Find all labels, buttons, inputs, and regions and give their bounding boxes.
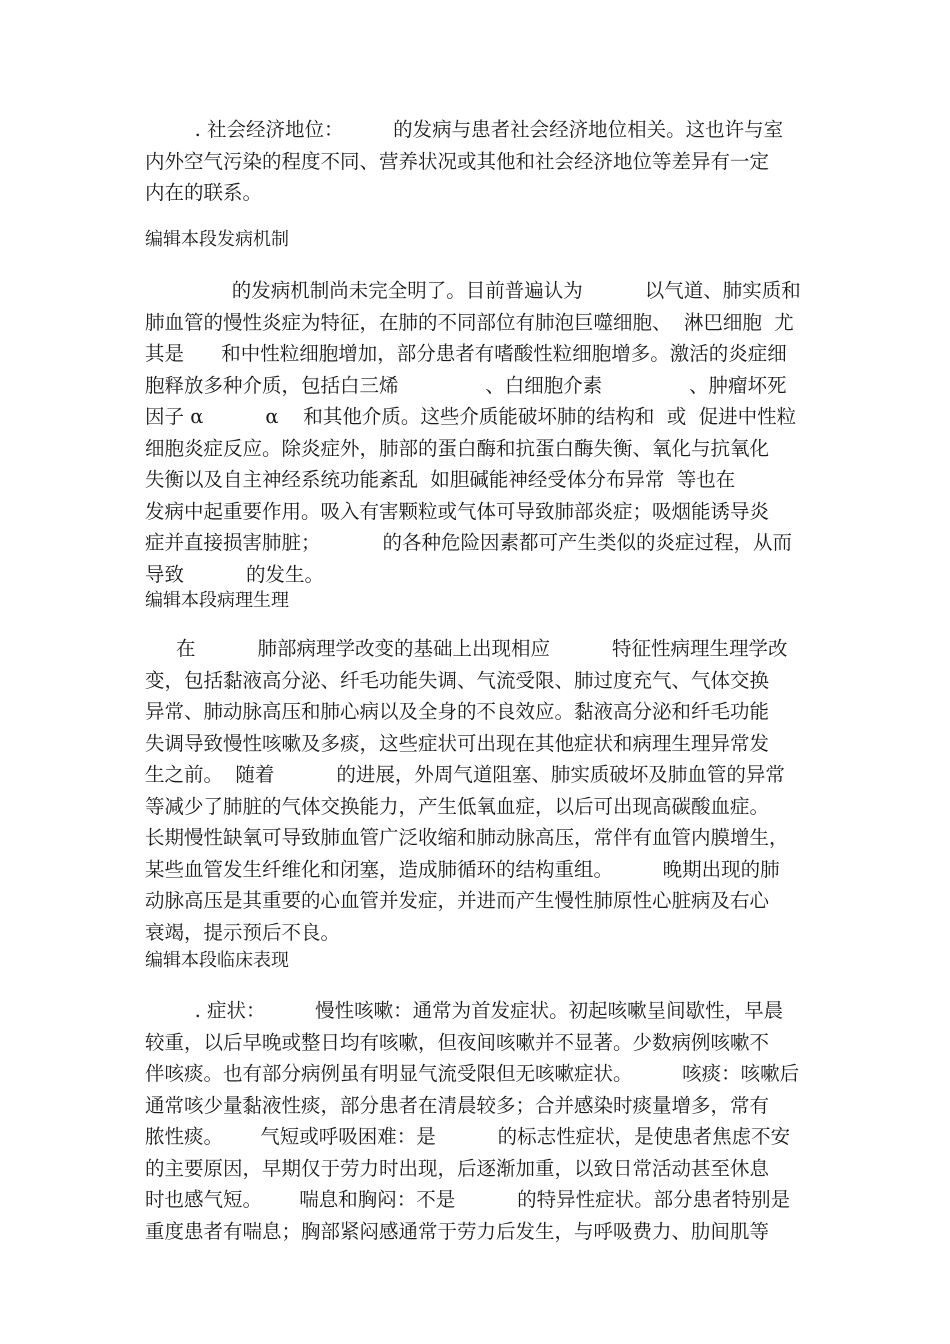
- text-line: 肺血管的慢性炎症为特征，在肺的不同部位有肺泡巨噬细胞、 淋巴细胞 尤: [145, 310, 794, 334]
- text-line: 失调导致慢性咳嗽及多痰，这些症状可出现在其他症状和病理生理异常发: [145, 731, 770, 755]
- paragraph-clinical: [145, 995, 815, 1247]
- text-line: 动脉高压是其重要的心血管并发症，并进而产生慢性肺原性心脏病及右心: [145, 889, 770, 912]
- text-line: 症并直接损害肺脏； 的各种危险因素都可产生类似的炎症过程，从而: [145, 531, 792, 554]
- paragraph-pathogenesis: [145, 275, 815, 590]
- text-line: 其是 和中性粒细胞增加，部分患者有嗜酸性粒细胞增多。激活的炎症细: [145, 342, 787, 365]
- section-heading-pathogenesis: 编辑本段发病机制: [145, 229, 289, 250]
- text-line: 因子 α α 和其他介质。这些介质能破坏肺的结构和 或 促进中性粒: [145, 405, 797, 428]
- section-heading-clinical: 编辑本段临床表现: [145, 950, 289, 971]
- paragraph-socioeconomic: [145, 114, 815, 209]
- text-line: 细胞炎症反应。除炎症外，肺部的蛋白酶和抗蛋白酶失衡、氧化与抗氧化: [145, 436, 770, 460]
- text-line: 通常咳少量黏液性痰，部分患者在清晨较多；合并感染时痰量增多，常有: [145, 1093, 770, 1117]
- text-line: 等减少了肺脏的气体交换能力，产生低氧血症，以后可出现高碳酸血症。: [145, 794, 770, 818]
- text-line: 异常、肺动脉高压和肺心病以及全身的不良效应。黏液高分泌和纤毛功能: [145, 700, 770, 723]
- text-line: 某些血管发生纤维化和闭塞，造成肺循环的结构重组。 晚期出现的肺: [145, 857, 780, 881]
- text-line: 内在的联系。: [145, 181, 263, 204]
- text-line: 发病中起重要作用。吸入有害颗粒或气体可导致肺部炎症；吸烟能诱导炎: [145, 499, 770, 523]
- text-line: 导致 的发生。: [145, 562, 324, 586]
- text-line: . 症状： 慢性咳嗽：通常为首发症状。初起咳嗽呈间歇性，早晨: [145, 999, 784, 1022]
- text-line: 生之前。 随着 的进展，外周气道阻塞、肺实质破坏及肺血管的异常: [145, 763, 785, 786]
- text-line: . 社会经济地位： 的发病与患者社会经济地位相关。这也许与室: [145, 118, 784, 141]
- paragraph-pathophysiology: [145, 633, 815, 948]
- section-heading-pathophysiology: 编辑本段病理生理: [145, 590, 289, 611]
- text-line: 脓性痰。 气短或呼吸困难：是 的标志性症状，是使患者焦虑不安: [145, 1125, 791, 1148]
- text-line: 的发病机制尚未完全明了。目前普遍认为 以气道、肺实质和: [145, 279, 801, 302]
- text-line: 长期慢性缺氧可导致肺血管广泛收缩和肺动脉高压，常伴有血管内膜增生，: [145, 826, 789, 849]
- text-line: 伴咳痰。也有部分病例虽有明显气流受限但无咳嗽症状。 咳痰：咳嗽后: [145, 1062, 800, 1085]
- text-line: 在 肺部病理学改变的基础上出现相应 特征性病理生理学改: [145, 637, 788, 660]
- text-line: 失衡以及自主神经系统功能紊乱 如胆碱能神经受体分布异常 等也在: [145, 468, 736, 491]
- text-line: 衰竭，提示预后不良。: [145, 920, 341, 944]
- text-line: 重度患者有喘息；胸部紧闷感通常于劳力后发生，与呼吸费力、肋间肌等: [145, 1219, 770, 1243]
- text-line: 较重，以后早晚或整日均有咳嗽，但夜间咳嗽并不显著。少数病例咳嗽不: [145, 1030, 770, 1054]
- text-line: 的主要原因，早期仅于劳力时出现，后逐渐加重，以致日常活动甚至休息: [145, 1156, 770, 1180]
- text-line: 胞释放多种介质，包括白三烯 、白细胞介素 、肿瘤坏死: [145, 373, 787, 397]
- text-line: 变，包括黏液高分泌、纤毛功能失调、气流受限、肺过度充气、气体交换: [145, 668, 770, 692]
- text-line: 时也感气短。 喘息和胸闷：不是 的特异性症状。部分患者特别是: [145, 1188, 791, 1211]
- text-line: 内外空气污染的程度不同、营养状况或其他和社会经济地位等差异有一定: [145, 149, 770, 173]
